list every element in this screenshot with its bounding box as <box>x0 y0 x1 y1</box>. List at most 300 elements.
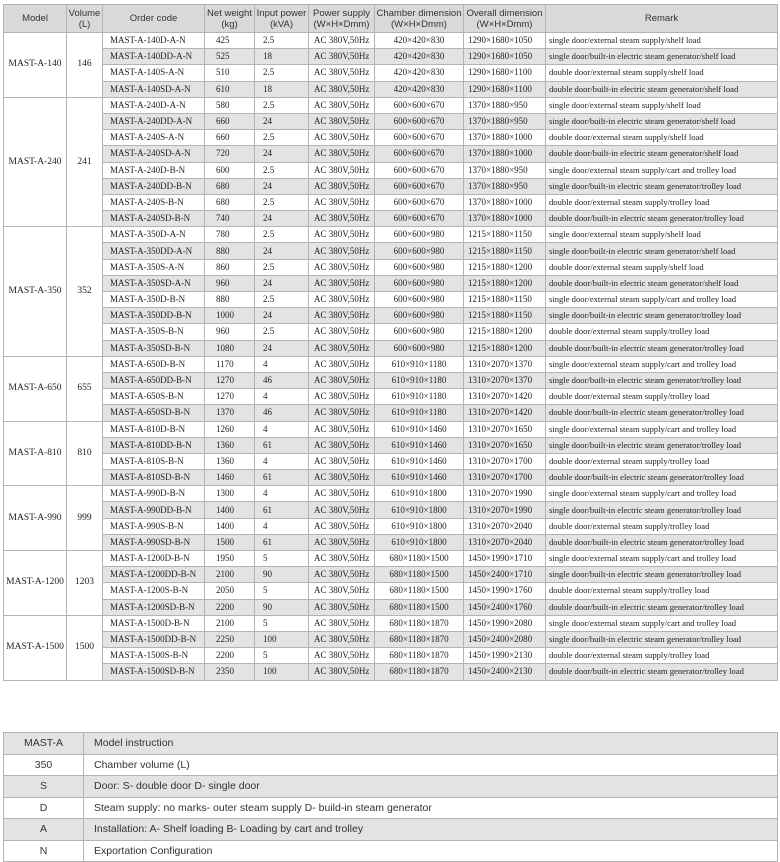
power-supply-cell: AC 380V,50Hz <box>309 243 375 259</box>
remark-cell: double door/external steam supply/trolley load <box>546 324 778 340</box>
chamber-dimension-cell: 600×600×980 <box>375 275 464 291</box>
header-volume: Volume (L) <box>67 5 103 33</box>
table-row <box>4 534 778 550</box>
remark-cell: single door/external steam supply/cart and trolley load <box>546 162 778 178</box>
table-row <box>4 631 778 647</box>
overall-dimension-cell: 1215×1880×1200 <box>464 340 546 356</box>
net-weight-cell: 2050 <box>205 583 255 599</box>
input-power-cell: 5 <box>255 648 309 664</box>
power-supply-cell: AC 380V,50Hz <box>309 49 375 65</box>
input-power-cell: 46 <box>255 372 309 388</box>
chamber-dimension-cell: 680×1180×1500 <box>375 599 464 615</box>
input-power-cell: 24 <box>255 308 309 324</box>
overall-dimension-cell: 1370×1880×1000 <box>464 194 546 210</box>
chamber-dimension-cell: 610×910×1180 <box>375 372 464 388</box>
remark-cell: single door/built-in electric steam generator/shelf load <box>546 243 778 259</box>
header-row <box>4 5 778 33</box>
net-weight-cell: 960 <box>205 275 255 291</box>
net-weight-cell: 2200 <box>205 599 255 615</box>
overall-dimension-cell: 1450×2400×2080 <box>464 631 546 647</box>
remark-cell: double door/built-in electric steam generator/shelf load <box>546 81 778 97</box>
power-supply-cell: AC 380V,50Hz <box>309 664 375 680</box>
input-power-cell: 4 <box>255 518 309 534</box>
order-code-cell: MAST-A-240D-B-N <box>103 162 205 178</box>
input-power-cell: 4 <box>255 356 309 372</box>
input-power-cell: 2.5 <box>255 259 309 275</box>
overall-dimension-cell: 1290×1680×1100 <box>464 81 546 97</box>
chamber-dimension-cell: 600×600×670 <box>375 130 464 146</box>
chamber-dimension-cell: 600×600×980 <box>375 340 464 356</box>
input-power-cell: 18 <box>255 81 309 97</box>
table-row <box>4 49 778 65</box>
input-power-cell: 5 <box>255 551 309 567</box>
legend-key: 350 <box>4 754 84 776</box>
net-weight-cell: 525 <box>205 49 255 65</box>
input-power-cell: 2.5 <box>255 324 309 340</box>
input-power-cell: 2.5 <box>255 33 309 49</box>
overall-dimension-cell: 1310×2070×1990 <box>464 486 546 502</box>
table-row <box>4 146 778 162</box>
input-power-cell: 4 <box>255 486 309 502</box>
remark-cell: single door/external steam supply/shelf load <box>546 97 778 113</box>
order-code-cell: MAST-A-140SD-A-N <box>103 81 205 97</box>
net-weight-cell: 1400 <box>205 502 255 518</box>
net-weight-cell: 1260 <box>205 421 255 437</box>
chamber-dimension-cell: 610×910×1180 <box>375 389 464 405</box>
remark-cell: single door/built-in electric steam generator/trolley load <box>546 372 778 388</box>
remark-cell: single door/external steam supply/cart and trolley load <box>546 551 778 567</box>
input-power-cell: 4 <box>255 421 309 437</box>
net-weight-cell: 1170 <box>205 356 255 372</box>
legend-value: Installation: A- Shelf loading B- Loading by cart and trolley <box>84 819 778 841</box>
input-power-cell: 90 <box>255 599 309 615</box>
remark-cell: single door/external steam supply/cart and trolley load <box>546 356 778 372</box>
net-weight-cell: 2200 <box>205 648 255 664</box>
chamber-dimension-cell: 680×1180×1870 <box>375 615 464 631</box>
chamber-dimension-cell: 680×1180×1870 <box>375 648 464 664</box>
order-code-cell: MAST-A-1500DD-B-N <box>103 631 205 647</box>
overall-dimension-cell: 1310×2070×1370 <box>464 372 546 388</box>
order-code-cell: MAST-A-1200D-B-N <box>103 551 205 567</box>
overall-dimension-cell: 1450×1990×1710 <box>464 551 546 567</box>
order-code-cell: MAST-A-1200DD-B-N <box>103 567 205 583</box>
legend-value: Exportation Configuration <box>84 840 778 862</box>
net-weight-cell: 425 <box>205 33 255 49</box>
remark-cell: single door/external steam supply/cart and trolley load <box>546 615 778 631</box>
input-power-cell: 61 <box>255 437 309 453</box>
chamber-dimension-cell: 680×1180×1870 <box>375 631 464 647</box>
table-row <box>4 211 778 227</box>
order-code-cell: MAST-A-810S-B-N <box>103 453 205 469</box>
table-row <box>4 502 778 518</box>
legend-key: D <box>4 797 84 819</box>
power-supply-cell: AC 380V,50Hz <box>309 227 375 243</box>
net-weight-cell: 960 <box>205 324 255 340</box>
legend-key: S <box>4 776 84 798</box>
overall-dimension-cell: 1215×1880×1200 <box>464 259 546 275</box>
chamber-dimension-cell: 600×600×670 <box>375 211 464 227</box>
order-code-cell: MAST-A-240SD-A-N <box>103 146 205 162</box>
order-code-cell: MAST-A-240S-B-N <box>103 194 205 210</box>
chamber-dimension-cell: 600×600×670 <box>375 113 464 129</box>
net-weight-cell: 580 <box>205 97 255 113</box>
table-row <box>4 599 778 615</box>
legend-row <box>4 776 778 798</box>
input-power-cell: 46 <box>255 405 309 421</box>
order-code-cell: MAST-A-240S-A-N <box>103 130 205 146</box>
order-code-cell: MAST-A-1200S-B-N <box>103 583 205 599</box>
net-weight-cell: 1080 <box>205 340 255 356</box>
net-weight-cell: 2250 <box>205 631 255 647</box>
remark-cell: single door/built-in electric steam generator/trolley load <box>546 178 778 194</box>
power-supply-cell: AC 380V,50Hz <box>309 486 375 502</box>
overall-dimension-cell: 1310×2070×2040 <box>464 534 546 550</box>
power-supply-cell: AC 380V,50Hz <box>309 292 375 308</box>
overall-dimension-cell: 1310×2070×1700 <box>464 453 546 469</box>
table-row <box>4 194 778 210</box>
power-supply-cell: AC 380V,50Hz <box>309 162 375 178</box>
power-supply-cell: AC 380V,50Hz <box>309 599 375 615</box>
input-power-cell: 5 <box>255 615 309 631</box>
order-code-cell: MAST-A-140D-A-N <box>103 33 205 49</box>
remark-cell: double door/built-in electric steam generator/trolley load <box>546 211 778 227</box>
power-supply-cell: AC 380V,50Hz <box>309 437 375 453</box>
chamber-dimension-cell: 610×910×1800 <box>375 486 464 502</box>
order-code-cell: MAST-A-350DD-B-N <box>103 308 205 324</box>
model-cell: MAST-A-650 <box>4 356 67 421</box>
volume-cell: 241 <box>67 97 103 227</box>
remark-cell: double door/built-in electric steam generator/shelf load <box>546 146 778 162</box>
power-supply-cell: AC 380V,50Hz <box>309 130 375 146</box>
table-row <box>4 324 778 340</box>
input-power-cell: 100 <box>255 664 309 680</box>
power-supply-cell: AC 380V,50Hz <box>309 551 375 567</box>
remark-cell: double door/external steam supply/trolley load <box>546 389 778 405</box>
remark-cell: single door/external steam supply/shelf load <box>546 227 778 243</box>
table-row <box>4 178 778 194</box>
model-cell: MAST-A-350 <box>4 227 67 357</box>
overall-dimension-cell: 1370×1880×1000 <box>464 146 546 162</box>
overall-dimension-cell: 1450×2400×2130 <box>464 664 546 680</box>
legend-table <box>3 732 778 862</box>
remark-cell: double door/external steam supply/shelf load <box>546 65 778 81</box>
order-code-cell: MAST-A-650D-B-N <box>103 356 205 372</box>
chamber-dimension-cell: 600×600×980 <box>375 243 464 259</box>
chamber-dimension-cell: 680×1180×1500 <box>375 583 464 599</box>
net-weight-cell: 1000 <box>205 308 255 324</box>
chamber-dimension-cell: 600×600×670 <box>375 146 464 162</box>
net-weight-cell: 2350 <box>205 664 255 680</box>
chamber-dimension-cell: 600×600×670 <box>375 194 464 210</box>
legend-value: Chamber volume (L) <box>84 754 778 776</box>
input-power-cell: 100 <box>255 631 309 647</box>
header-input-power: Input power (kVA) <box>255 5 309 33</box>
chamber-dimension-cell: 600×600×670 <box>375 97 464 113</box>
power-supply-cell: AC 380V,50Hz <box>309 470 375 486</box>
header-remark: Remark <box>546 5 778 33</box>
input-power-cell: 4 <box>255 453 309 469</box>
order-code-cell: MAST-A-140S-A-N <box>103 65 205 81</box>
order-code-cell: MAST-A-140DD-A-N <box>103 49 205 65</box>
table-row <box>4 372 778 388</box>
input-power-cell: 2.5 <box>255 292 309 308</box>
table-row <box>4 227 778 243</box>
chamber-dimension-cell: 420×420×830 <box>375 49 464 65</box>
volume-cell: 1203 <box>67 551 103 616</box>
remark-cell: single door/built-in electric steam generator/shelf load <box>546 49 778 65</box>
power-supply-cell: AC 380V,50Hz <box>309 615 375 631</box>
power-supply-cell: AC 380V,50Hz <box>309 178 375 194</box>
net-weight-cell: 510 <box>205 65 255 81</box>
remark-cell: single door/external steam supply/cart and trolley load <box>546 292 778 308</box>
order-code-cell: MAST-A-350SD-B-N <box>103 340 205 356</box>
order-code-cell: MAST-A-350DD-A-N <box>103 243 205 259</box>
table-row <box>4 308 778 324</box>
power-supply-cell: AC 380V,50Hz <box>309 356 375 372</box>
model-cell: MAST-A-810 <box>4 421 67 486</box>
legend-row <box>4 819 778 841</box>
chamber-dimension-cell: 680×1180×1870 <box>375 664 464 680</box>
volume-cell: 1500 <box>67 615 103 680</box>
legend-key: A <box>4 819 84 841</box>
net-weight-cell: 1270 <box>205 389 255 405</box>
input-power-cell: 4 <box>255 389 309 405</box>
table-row <box>4 275 778 291</box>
net-weight-cell: 1950 <box>205 551 255 567</box>
net-weight-cell: 780 <box>205 227 255 243</box>
table-row <box>4 518 778 534</box>
input-power-cell: 2.5 <box>255 130 309 146</box>
net-weight-cell: 2100 <box>205 567 255 583</box>
chamber-dimension-cell: 610×910×1460 <box>375 421 464 437</box>
remark-cell: double door/external steam supply/trolley load <box>546 583 778 599</box>
power-supply-cell: AC 380V,50Hz <box>309 389 375 405</box>
remark-cell: single door/built-in electric steam generator/shelf load <box>546 113 778 129</box>
table-row <box>4 551 778 567</box>
input-power-cell: 24 <box>255 178 309 194</box>
table-row <box>4 130 778 146</box>
net-weight-cell: 680 <box>205 194 255 210</box>
remark-cell: single door/external steam supply/shelf load <box>546 33 778 49</box>
power-supply-cell: AC 380V,50Hz <box>309 518 375 534</box>
power-supply-cell: AC 380V,50Hz <box>309 534 375 550</box>
overall-dimension-cell: 1450×2400×1710 <box>464 567 546 583</box>
input-power-cell: 24 <box>255 340 309 356</box>
overall-dimension-cell: 1215×1880×1150 <box>464 308 546 324</box>
overall-dimension-cell: 1310×2070×1700 <box>464 470 546 486</box>
chamber-dimension-cell: 420×420×830 <box>375 65 464 81</box>
overall-dimension-cell: 1450×1990×1760 <box>464 583 546 599</box>
order-code-cell: MAST-A-650SD-B-N <box>103 405 205 421</box>
input-power-cell: 24 <box>255 146 309 162</box>
remark-cell: double door/external steam supply/shelf load <box>546 259 778 275</box>
power-supply-cell: AC 380V,50Hz <box>309 194 375 210</box>
order-code-cell: MAST-A-650DD-B-N <box>103 372 205 388</box>
spec-table-body <box>4 33 778 681</box>
table-row <box>4 356 778 372</box>
power-supply-cell: AC 380V,50Hz <box>309 211 375 227</box>
power-supply-cell: AC 380V,50Hz <box>309 405 375 421</box>
table-row <box>4 583 778 599</box>
chamber-dimension-cell: 600×600×980 <box>375 308 464 324</box>
order-code-cell: MAST-A-990DD-B-N <box>103 502 205 518</box>
volume-cell: 655 <box>67 356 103 421</box>
header-chamber-dimension: Chamber dimension (W×H×Dmm) <box>375 5 464 33</box>
power-supply-cell: AC 380V,50Hz <box>309 259 375 275</box>
table-row <box>4 292 778 308</box>
power-supply-cell: AC 380V,50Hz <box>309 113 375 129</box>
table-row <box>4 162 778 178</box>
table-row <box>4 615 778 631</box>
chamber-dimension-cell: 610×910×1460 <box>375 470 464 486</box>
overall-dimension-cell: 1370×1880×1000 <box>464 130 546 146</box>
order-code-cell: MAST-A-990S-B-N <box>103 518 205 534</box>
input-power-cell: 61 <box>255 470 309 486</box>
net-weight-cell: 1370 <box>205 405 255 421</box>
remark-cell: single door/built-in electric steam generator/trolley load <box>546 502 778 518</box>
table-row <box>4 259 778 275</box>
power-supply-cell: AC 380V,50Hz <box>309 372 375 388</box>
chamber-dimension-cell: 600×600×980 <box>375 259 464 275</box>
power-supply-cell: AC 380V,50Hz <box>309 583 375 599</box>
overall-dimension-cell: 1370×1880×950 <box>464 178 546 194</box>
overall-dimension-cell: 1370×1880×1000 <box>464 211 546 227</box>
input-power-cell: 2.5 <box>255 97 309 113</box>
chamber-dimension-cell: 680×1180×1500 <box>375 551 464 567</box>
order-code-cell: MAST-A-350D-B-N <box>103 292 205 308</box>
net-weight-cell: 600 <box>205 162 255 178</box>
order-code-cell: MAST-A-810D-B-N <box>103 421 205 437</box>
table-row <box>4 243 778 259</box>
chamber-dimension-cell: 600×600×980 <box>375 292 464 308</box>
remark-cell: double door/external steam supply/shelf load <box>546 130 778 146</box>
net-weight-cell: 740 <box>205 211 255 227</box>
overall-dimension-cell: 1310×2070×2040 <box>464 518 546 534</box>
overall-dimension-cell: 1215×1880×1150 <box>464 243 546 259</box>
remark-cell: double door/external steam supply/trolley load <box>546 518 778 534</box>
table-row <box>4 405 778 421</box>
table-row <box>4 389 778 405</box>
table-row <box>4 81 778 97</box>
overall-dimension-cell: 1310×2070×1650 <box>464 437 546 453</box>
overall-dimension-cell: 1310×2070×1990 <box>464 502 546 518</box>
overall-dimension-cell: 1215×1880×1150 <box>464 292 546 308</box>
net-weight-cell: 1360 <box>205 453 255 469</box>
legend-key: MAST-A <box>4 733 84 755</box>
chamber-dimension-cell: 610×910×1460 <box>375 453 464 469</box>
remark-cell: double door/built-in electric steam generator/trolley load <box>546 470 778 486</box>
order-code-cell: MAST-A-650S-B-N <box>103 389 205 405</box>
table-row <box>4 340 778 356</box>
table-row <box>4 453 778 469</box>
model-cell: MAST-A-140 <box>4 33 67 98</box>
remark-cell: single door/built-in electric steam generator/trolley load <box>546 437 778 453</box>
order-code-cell: MAST-A-350D-A-N <box>103 227 205 243</box>
legend-value: Door: S- double door D- single door <box>84 776 778 798</box>
legend-value: Steam supply: no marks- outer steam supply D- build-in steam generator <box>84 797 778 819</box>
input-power-cell: 61 <box>255 534 309 550</box>
legend-table-body <box>4 733 778 862</box>
input-power-cell: 5 <box>255 583 309 599</box>
power-supply-cell: AC 380V,50Hz <box>309 146 375 162</box>
power-supply-cell: AC 380V,50Hz <box>309 421 375 437</box>
table-row <box>4 470 778 486</box>
table-row <box>4 567 778 583</box>
order-code-cell: MAST-A-810DD-B-N <box>103 437 205 453</box>
net-weight-cell: 2100 <box>205 615 255 631</box>
overall-dimension-cell: 1215×1880×1200 <box>464 324 546 340</box>
table-row <box>4 437 778 453</box>
chamber-dimension-cell: 600×600×670 <box>375 162 464 178</box>
table-row <box>4 648 778 664</box>
order-code-cell: MAST-A-1200SD-B-N <box>103 599 205 615</box>
legend-row <box>4 754 778 776</box>
remark-cell: double door/built-in electric steam generator/trolley load <box>546 534 778 550</box>
power-supply-cell: AC 380V,50Hz <box>309 275 375 291</box>
spec-table <box>3 4 778 681</box>
table-row <box>4 97 778 113</box>
table-row <box>4 113 778 129</box>
power-supply-cell: AC 380V,50Hz <box>309 97 375 113</box>
remark-cell: double door/built-in electric steam generator/trolley load <box>546 664 778 680</box>
power-supply-cell: AC 380V,50Hz <box>309 631 375 647</box>
overall-dimension-cell: 1290×1680×1100 <box>464 65 546 81</box>
chamber-dimension-cell: 600×600×980 <box>375 227 464 243</box>
chamber-dimension-cell: 680×1180×1500 <box>375 567 464 583</box>
net-weight-cell: 1270 <box>205 372 255 388</box>
order-code-cell: MAST-A-350S-A-N <box>103 259 205 275</box>
header-order-code: Order code <box>103 5 205 33</box>
net-weight-cell: 1360 <box>205 437 255 453</box>
power-supply-cell: AC 380V,50Hz <box>309 33 375 49</box>
overall-dimension-cell: 1215×1880×1200 <box>464 275 546 291</box>
header-overall-dimension: Overall dimension (W×H×Dmm) <box>464 5 546 33</box>
remark-cell: double door/external steam supply/trolley load <box>546 453 778 469</box>
overall-dimension-cell: 1290×1680×1050 <box>464 33 546 49</box>
chamber-dimension-cell: 610×910×1800 <box>375 534 464 550</box>
legend-key: N <box>4 840 84 862</box>
chamber-dimension-cell: 610×910×1800 <box>375 502 464 518</box>
power-supply-cell: AC 380V,50Hz <box>309 453 375 469</box>
net-weight-cell: 680 <box>205 178 255 194</box>
overall-dimension-cell: 1310×2070×1420 <box>464 389 546 405</box>
remark-cell: single door/built-in electric steam generator/trolley load <box>546 567 778 583</box>
order-code-cell: MAST-A-990SD-B-N <box>103 534 205 550</box>
input-power-cell: 2.5 <box>255 65 309 81</box>
input-power-cell: 2.5 <box>255 227 309 243</box>
table-row <box>4 33 778 49</box>
legend-row <box>4 840 778 862</box>
legend-value: Model instruction <box>84 733 778 755</box>
model-cell: MAST-A-240 <box>4 97 67 227</box>
order-code-cell: MAST-A-810SD-B-N <box>103 470 205 486</box>
volume-cell: 146 <box>67 33 103 98</box>
remark-cell: double door/built-in electric steam generator/trolley load <box>546 340 778 356</box>
input-power-cell: 24 <box>255 275 309 291</box>
input-power-cell: 90 <box>255 567 309 583</box>
overall-dimension-cell: 1310×2070×1650 <box>464 421 546 437</box>
order-code-cell: MAST-A-240DD-B-N <box>103 178 205 194</box>
overall-dimension-cell: 1370×1880×950 <box>464 97 546 113</box>
chamber-dimension-cell: 610×910×1180 <box>375 356 464 372</box>
net-weight-cell: 1500 <box>205 534 255 550</box>
table-row <box>4 421 778 437</box>
power-supply-cell: AC 380V,50Hz <box>309 308 375 324</box>
chamber-dimension-cell: 600×600×670 <box>375 178 464 194</box>
net-weight-cell: 1400 <box>205 518 255 534</box>
overall-dimension-cell: 1215×1880×1150 <box>464 227 546 243</box>
overall-dimension-cell: 1370×1880×950 <box>464 113 546 129</box>
